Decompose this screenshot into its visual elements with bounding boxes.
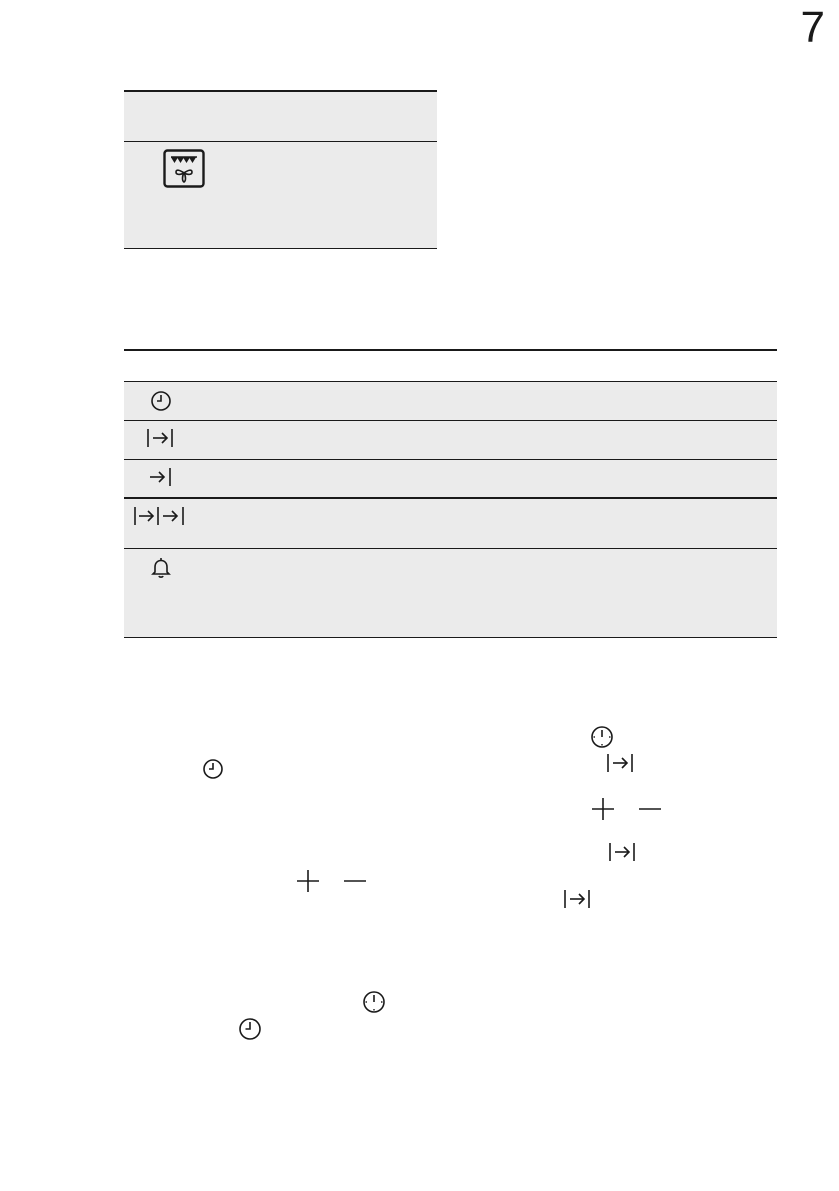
table-row — [124, 382, 777, 420]
table-row — [124, 460, 777, 497]
table-row-divider — [124, 497, 777, 499]
table-row-divider — [124, 420, 777, 421]
duration-end-icon — [133, 505, 191, 527]
table-row-divider — [124, 459, 777, 460]
clock-icon — [238, 1017, 262, 1041]
table-row — [124, 499, 777, 548]
table-row — [124, 421, 777, 459]
bell-icon — [150, 557, 172, 579]
oven-fan-grill-icon — [163, 149, 205, 189]
table-bottom-border — [124, 637, 777, 638]
clock-dotted-icon — [362, 990, 386, 1014]
table-top-border — [124, 90, 437, 92]
plus-icon — [590, 796, 616, 822]
table-top-border — [124, 349, 777, 351]
table-row-divider — [124, 548, 777, 549]
table-bottom-border — [124, 248, 437, 249]
duration-icon — [606, 752, 636, 774]
table-header-divider — [124, 381, 777, 382]
duration-icon — [146, 427, 176, 449]
duration-icon — [563, 888, 593, 910]
minus-icon — [637, 796, 663, 822]
table-header-row — [124, 91, 437, 142]
end-icon — [148, 466, 174, 488]
page-number: 7 — [800, 3, 825, 52]
plus-icon — [295, 868, 321, 894]
clock-dotted-icon — [590, 725, 614, 749]
duration-icon — [608, 841, 638, 863]
clock-icon — [202, 758, 224, 780]
table-row — [124, 549, 777, 637]
minus-icon — [342, 868, 368, 894]
clock-icon — [150, 390, 172, 412]
